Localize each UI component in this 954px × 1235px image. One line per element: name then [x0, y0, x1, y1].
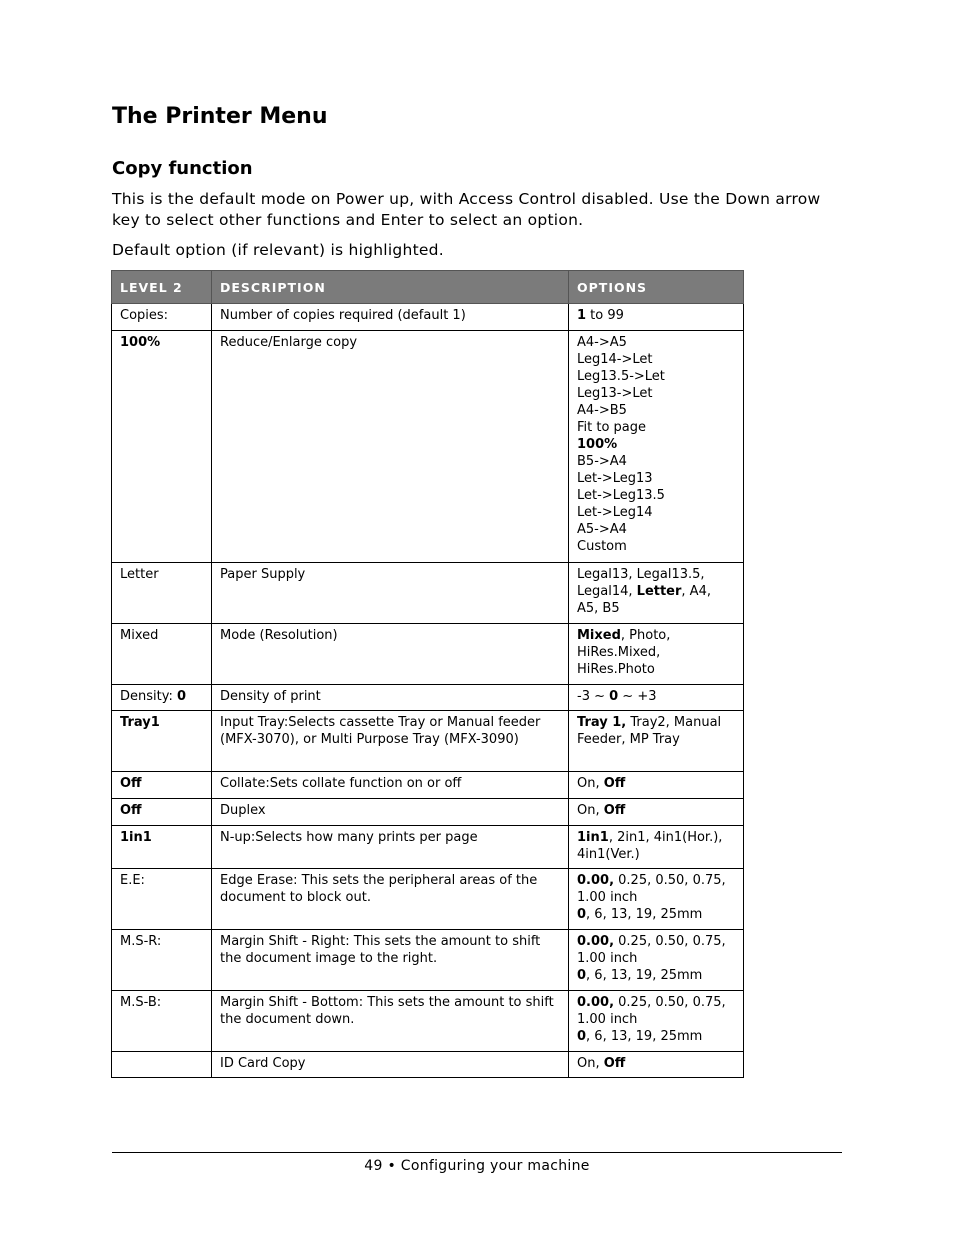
option-item: Leg13->Let: [577, 386, 653, 401]
option-text: , Photo, HiRes.Mixed, HiRes.Photo: [577, 628, 671, 677]
header-options: OPTIONS: [569, 271, 744, 304]
option-item: Leg14->Let: [577, 352, 653, 367]
table-row: [112, 991, 744, 1052]
copy-function-table: [111, 270, 744, 1078]
option-text: to 99: [586, 308, 624, 323]
option-text: -3 ~: [577, 689, 610, 704]
table-row: [112, 624, 744, 685]
table-row: [112, 563, 744, 624]
page-footer: 49 • Configuring your machine: [364, 1158, 590, 1174]
default-option: Tray 1,: [577, 715, 627, 730]
section-title: Copy function: [112, 158, 253, 179]
options-cell: [569, 563, 744, 624]
description-cell: N-up:Selects how many prints per page: [212, 826, 569, 869]
options-cell: [569, 624, 744, 685]
default-option: 0.00,: [577, 873, 615, 888]
option-line: [577, 967, 735, 984]
level-cell: [112, 331, 212, 563]
intro-paragraph: This is the default mode on Power up, with Access Control disabled. Use the Down arrow key to select other functions and Enter to select an option.: [112, 190, 821, 229]
default-option: Off: [603, 803, 626, 818]
option-text: Tray2, Manual Feeder, MP Tray: [577, 715, 722, 747]
option-item: Let->Leg13.5: [577, 488, 665, 503]
level-cell: [112, 799, 212, 826]
option-item: Leg13.5->Let: [577, 369, 665, 384]
option-text: On,: [577, 776, 604, 791]
header-level: LEVEL 2: [112, 271, 212, 304]
default-option: 0: [609, 689, 619, 704]
option-item: Let->Leg14: [577, 505, 653, 520]
level-cell: M.S-B:: [112, 991, 212, 1052]
table-row: [112, 826, 744, 869]
level-cell: [112, 772, 212, 799]
option-text: ~ +3: [618, 689, 657, 704]
default-option: Off: [603, 776, 626, 791]
option-line: [577, 933, 735, 967]
level-cell: Mixed: [112, 624, 212, 685]
level-label: Density:: [120, 689, 177, 704]
option-item: Fit to page: [577, 420, 647, 435]
description-cell: Paper Supply: [212, 563, 569, 624]
option-line: [577, 994, 735, 1028]
options-cell: [569, 869, 744, 930]
level-cell: [112, 1052, 212, 1078]
level-cell: M.S-R:: [112, 930, 212, 991]
option-item: A5->A4: [577, 522, 627, 537]
option-text: Legal13, Legal13.5, Legal14,: [577, 567, 705, 599]
options-cell: [569, 304, 744, 331]
option-text: 0.25, 0.50, 0.75, 1.00 inch: [577, 873, 726, 905]
table-row: [112, 772, 744, 799]
option-line: [577, 872, 735, 906]
table-row: [112, 1052, 744, 1078]
options-cell: [569, 1052, 744, 1078]
default-option: Letter: [636, 584, 682, 599]
option-item: A4->B5: [577, 403, 627, 418]
option-text: 0.25, 0.50, 0.75, 1.00 inch: [577, 995, 726, 1027]
option-line: [577, 1028, 735, 1045]
header-description: DESCRIPTION: [212, 271, 569, 304]
table-row: [112, 304, 744, 331]
description-cell: Density of print: [212, 685, 569, 711]
description-cell: Duplex: [212, 799, 569, 826]
option-text: , 6, 13, 19, 25mm: [586, 907, 703, 922]
option-item: A4->A5: [577, 335, 627, 350]
default-option: 0.00,: [577, 995, 615, 1010]
description-cell: Input Tray:Selects cassette Tray or Manual feeder (MFX-3070), or Multi Purpose Tray (MFX-3090): [212, 711, 569, 772]
default-value: 100%: [120, 335, 161, 350]
option-text: , 6, 13, 19, 25mm: [586, 1029, 703, 1044]
level-cell: [112, 685, 212, 711]
footer-divider: [112, 1152, 842, 1153]
table-header-row: [112, 271, 744, 304]
description-cell: Number of copies required (default 1): [212, 304, 569, 331]
default-option: Off: [603, 1056, 626, 1071]
level-cell: Letter: [112, 563, 212, 624]
option-text: On,: [577, 1056, 604, 1071]
option-text: 0.25, 0.50, 0.75, 1.00 inch: [577, 934, 726, 966]
default-value: 1in1: [120, 830, 152, 845]
level-cell: E.E:: [112, 869, 212, 930]
default-option: 100%: [577, 437, 618, 452]
option-line: [577, 906, 735, 923]
level-cell: [112, 826, 212, 869]
table-row: [112, 711, 744, 772]
default-value: Off: [120, 803, 142, 818]
options-cell: [569, 799, 744, 826]
table-row: [112, 685, 744, 711]
description-cell: Mode (Resolution): [212, 624, 569, 685]
options-cell: [569, 826, 744, 869]
options-cell: [569, 711, 744, 772]
options-cell: [569, 772, 744, 799]
table-row: [112, 799, 744, 826]
option-item: Custom: [577, 539, 627, 554]
option-text: , 2in1, 4in1(Hor.), 4in1(Ver.): [577, 830, 723, 862]
default-option: 1in1: [577, 830, 609, 845]
default-option: 0: [577, 1029, 587, 1044]
default-option: 0.00,: [577, 934, 615, 949]
default-value: Off: [120, 776, 142, 791]
description-cell: ID Card Copy: [212, 1052, 569, 1078]
description-cell: Margin Shift - Right: This sets the amount to shift the document image to the right.: [212, 930, 569, 991]
table-row: [112, 869, 744, 930]
options-cell: [569, 331, 744, 563]
level-cell: [112, 711, 212, 772]
default-option: Mixed: [577, 628, 621, 643]
option-item: Let->Leg13: [577, 471, 653, 486]
options-cell: [569, 930, 744, 991]
options-cell: [569, 991, 744, 1052]
option-text: , 6, 13, 19, 25mm: [586, 968, 703, 983]
description-cell: Collate:Sets collate function on or off: [212, 772, 569, 799]
options-cell: [569, 685, 744, 711]
option-text: On,: [577, 803, 604, 818]
default-option: 1: [577, 308, 587, 323]
description-cell: Reduce/Enlarge copy: [212, 331, 569, 563]
default-value: 0: [177, 689, 187, 704]
default-option: 0: [577, 907, 587, 922]
table-row: [112, 930, 744, 991]
default-value: Tray1: [120, 715, 160, 730]
option-text: , A4, A5, B5: [577, 584, 711, 616]
note-paragraph: Default option (if relevant) is highlighted.: [112, 241, 444, 259]
level-cell: Copies:: [112, 304, 212, 331]
description-cell: Edge Erase: This sets the peripheral areas of the document to block out.: [212, 869, 569, 930]
option-item: B5->A4: [577, 454, 627, 469]
table-row: [112, 331, 744, 563]
default-option: 0: [577, 968, 587, 983]
description-cell: Margin Shift - Bottom: This sets the amount to shift the document down.: [212, 991, 569, 1052]
page-title: The Printer Menu: [112, 104, 328, 129]
